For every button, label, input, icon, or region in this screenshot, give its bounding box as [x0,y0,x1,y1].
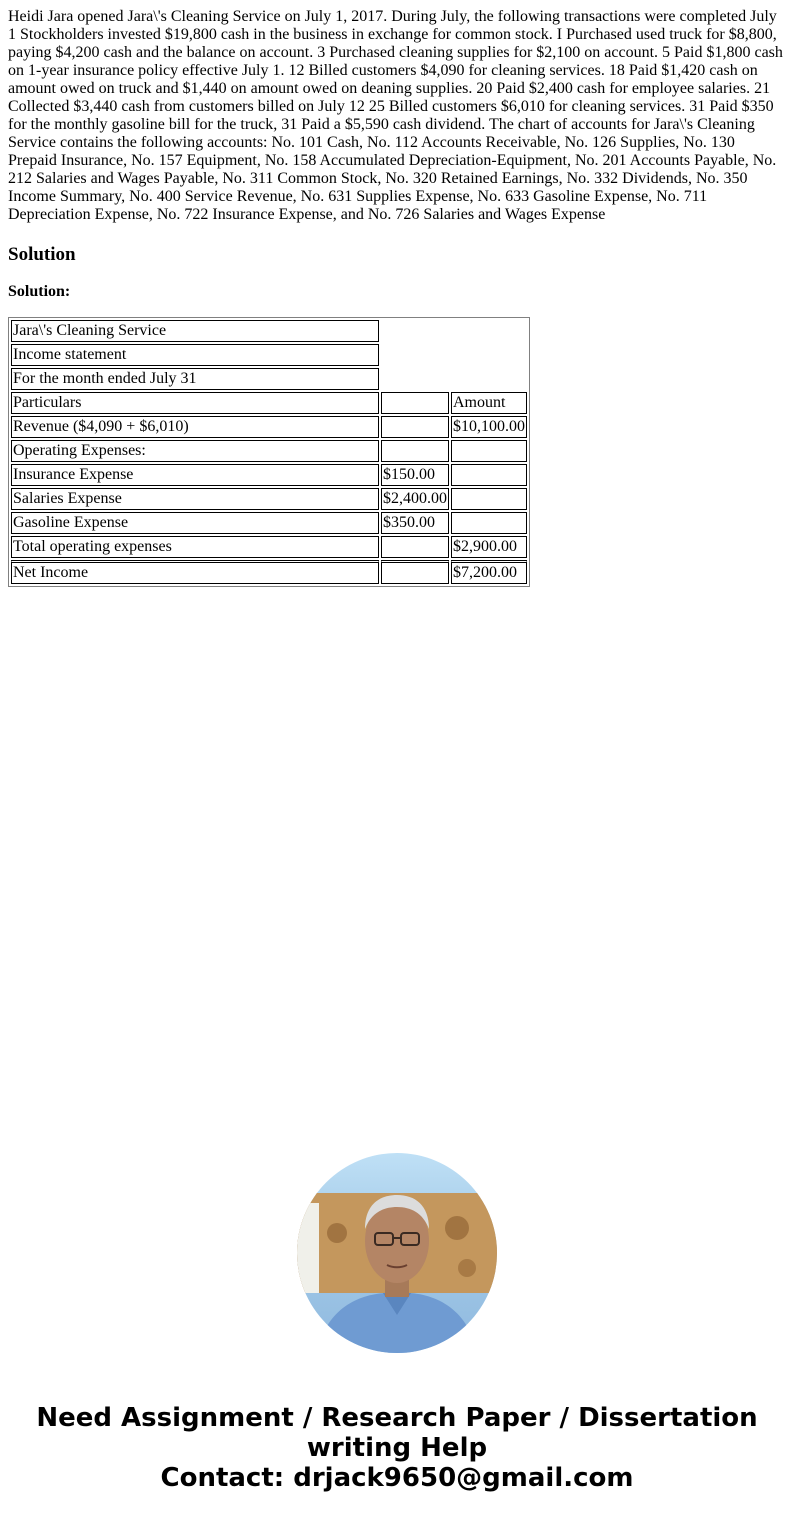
problem-text: Heidi Jara opened Jara\'s Cleaning Service on July 1, 2017. During July, the following transactions were completed July 1 Stockholders invested $19,800 cash in the business in exchange for common stock. I Purchased used truck for $8,800, paying $4,200 cash and the balance on account. 3 Purchased cleaning supplies for $2,100 on account. 5 Paid $1,800 cash on 1-year insurance policy effective July 1. 12 Billed customers $4,090 for cleaning services. 18 Paid $1,420 cash on amount owed on truck and $1,440 on amount owed on deaning supplies. 20 Paid $2,400 cash for employee salaries. 21 Collected $3,440 cash from customers billed on July 12 25 Billed customers $6,010 for cleaning services. 31 Paid $350 for the monthly gasoline bill for the truck, 31 Paid a $5,590 cash dividend. The chart of accounts for Jara\'s Cleaning Service contains the following accounts: No. 101 Cash, No. 112 Accounts Receivable, No. 126 Supplies, No. 130 Prepaid Insurance, No. 157 Equipment, No. 158 Accumulated Depreciation-Equipment, No. 201 Accounts Payable, No. 212 Salaries and Wages Payable, No. 311 Common Stock, No. 320 Retained Earnings, No. 332 Dividends, No. 350 Income Summary, No. 400 Service Revenue, No. 631 Supplies Expense, No. 633 Gasoline Expense, No. 711 Depreciation Expense, No. 722 Insurance Expense, and No. 726 Salaries and Wages Expense [8,8,783,223]
row-amount: $2,900.00 [451,536,527,558]
table-row [11,536,527,558]
row-label: Salaries Expense [11,488,379,510]
empty-cell [451,368,527,390]
empty-cell [451,320,527,342]
row-col2 [381,416,449,438]
row-amount: $7,200.00 [451,560,527,584]
contact-banner [0,1403,794,1493]
net-income-row [11,560,527,584]
banner-line-2: writing Help [306,1433,488,1463]
row-label: Revenue ($4,090 + $6,010) [11,416,379,438]
row-col2: $150.00 [381,464,449,486]
banner-line-1: Need Assignment / Research Paper / Dissertation [36,1403,758,1433]
empty-cell [381,344,449,366]
statement-period-cell: For the month ended July 31 [11,368,379,390]
solution-label: Solution: [8,283,71,300]
person-photo-icon [297,1153,497,1353]
row-amount [451,464,527,486]
row-label: Gasoline Expense [11,512,379,534]
row-amount [451,512,527,534]
table-row [11,368,527,390]
row-amount: $10,100.00 [451,416,527,438]
row-label: Total operating expenses [11,536,379,558]
empty-cell [381,320,449,342]
solution-heading: Solution [8,244,76,265]
table-row [11,320,527,342]
empty-cell [381,368,449,390]
col2-header [381,392,449,414]
row-label: Operating Expenses: [11,440,379,462]
row-col2 [381,536,449,558]
table-row [11,440,527,462]
statement-title-cell: Income statement [11,344,379,366]
table-row [11,464,527,486]
table-row [11,344,527,366]
row-label: Insurance Expense [11,464,379,486]
table-header-row [11,392,527,414]
table-row [11,512,527,534]
table-row [11,488,527,510]
empty-cell [451,344,527,366]
company-name-cell: Jara\'s Cleaning Service [11,320,379,342]
row-col2 [381,560,449,584]
row-amount [451,488,527,510]
main-content [8,0,786,587]
table-row [11,416,527,438]
row-label: Net Income [11,560,379,584]
amount-header: Amount [451,392,527,414]
banner-contact-line: Contact: drjack9650@gmail.com [160,1463,634,1493]
income-statement-table [8,317,530,587]
row-col2: $350.00 [381,512,449,534]
row-col2 [381,440,449,462]
row-col2: $2,400.00 [381,488,449,510]
particulars-header: Particulars [11,392,379,414]
row-amount [451,440,527,462]
